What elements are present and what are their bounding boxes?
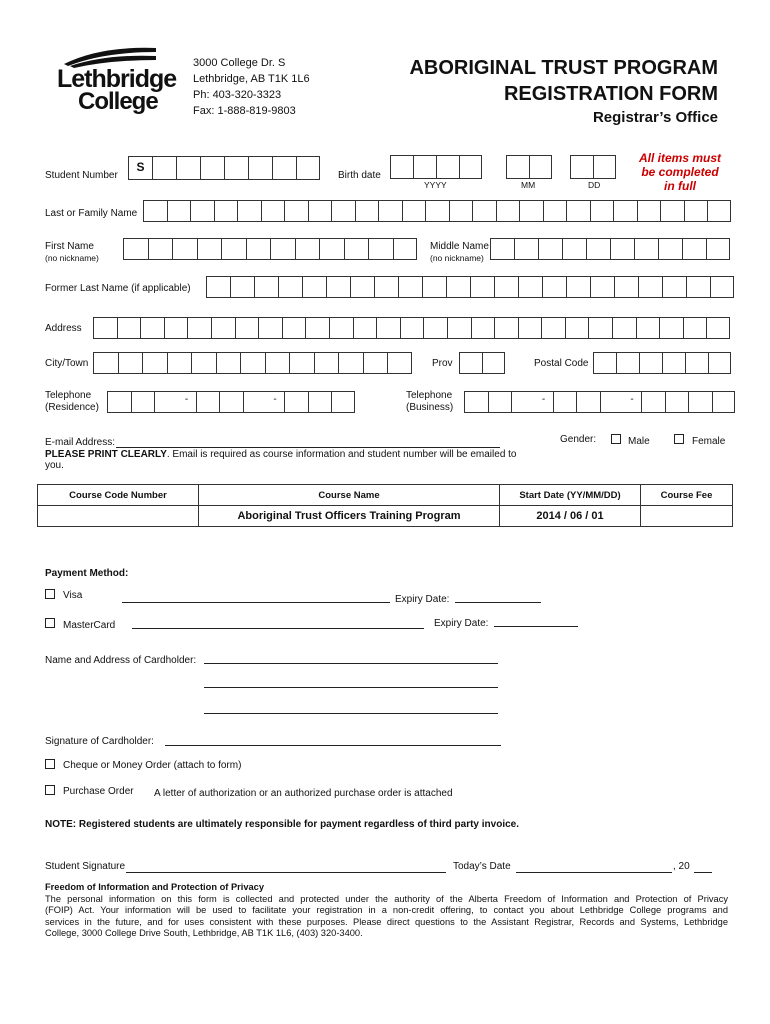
letter-box[interactable] <box>393 238 418 260</box>
student-signature-label: Student Signature <box>45 861 126 872</box>
first-name-boxes[interactable] <box>123 238 417 260</box>
letter-box[interactable] <box>634 238 658 260</box>
letter-box[interactable] <box>164 317 188 339</box>
male-checkbox[interactable] <box>611 434 621 444</box>
letter-box[interactable] <box>553 391 577 413</box>
letter-box[interactable] <box>363 352 388 374</box>
cardholder-signature-line[interactable] <box>165 735 501 746</box>
postal-code-boxes[interactable] <box>593 352 731 374</box>
letter-box[interactable] <box>613 200 637 222</box>
digit-box[interactable] <box>224 156 248 180</box>
letter-box[interactable] <box>117 317 141 339</box>
privacy-line: (FOIP) Act. Your information will be used to facilitate your registration in a non-credit offering, to contact you about Lethbridge College programs and <box>45 905 728 915</box>
female-label: Female <box>692 436 726 447</box>
letter-box[interactable] <box>270 238 295 260</box>
email-line[interactable] <box>116 437 500 448</box>
title-line2: REGISTRATION FORM <box>503 83 718 105</box>
letter-box[interactable] <box>706 317 730 339</box>
letter-box[interactable] <box>308 391 332 413</box>
cheque-label: Cheque or Money Order (attach to form) <box>63 760 242 771</box>
letter-box[interactable] <box>593 352 616 374</box>
letter-box[interactable] <box>219 391 243 413</box>
letter-box[interactable] <box>614 276 638 298</box>
letter-box[interactable] <box>265 352 290 374</box>
letter-box[interactable] <box>488 391 512 413</box>
col-course-code: Course Code Number <box>38 485 199 506</box>
letter-box[interactable] <box>331 391 355 413</box>
letter-box[interactable] <box>284 200 308 222</box>
birth-date-label: Birth date <box>338 170 381 181</box>
address-label: Address <box>45 323 82 334</box>
digit-box[interactable] <box>593 155 616 179</box>
letter-box[interactable] <box>706 238 730 260</box>
letter-box[interactable] <box>123 238 148 260</box>
letter-box[interactable] <box>93 352 118 374</box>
letter-box[interactable] <box>93 317 117 339</box>
cardholder-line[interactable] <box>204 677 498 688</box>
purchase-order-label: Purchase Order <box>63 786 134 797</box>
letter-box[interactable] <box>600 391 624 413</box>
purchase-order-checkbox[interactable] <box>45 785 55 795</box>
letter-box[interactable] <box>344 238 369 260</box>
letter-box[interactable] <box>636 317 660 339</box>
logo-line1: Lethbridge <box>57 65 177 93</box>
cardholder-signature-label: Signature of Cardholder: <box>45 736 154 747</box>
letter-box[interactable] <box>140 317 164 339</box>
letter-box[interactable] <box>154 391 178 413</box>
letter-box[interactable] <box>665 391 689 413</box>
visa-label: Visa <box>63 590 83 601</box>
letter-box[interactable] <box>494 276 518 298</box>
letter-box[interactable] <box>707 200 731 222</box>
letter-box[interactable] <box>282 317 306 339</box>
letter-box[interactable] <box>355 200 379 222</box>
letter-box[interactable] <box>470 276 494 298</box>
start-date-cell: 2014 / 06 / 01 <box>500 506 641 527</box>
letter-box[interactable] <box>612 317 636 339</box>
privacy-notice <box>45 882 728 940</box>
digit-box[interactable] <box>152 156 176 180</box>
col-course-name: Course Name <box>199 485 500 506</box>
letter-box[interactable] <box>258 317 282 339</box>
visa-expiry-line[interactable] <box>455 592 541 603</box>
letter-box[interactable] <box>641 391 665 413</box>
visa-number-line[interactable] <box>122 592 390 603</box>
print-clearly: PLEASE PRINT CLEARLY <box>45 449 167 460</box>
letter-box[interactable] <box>206 276 230 298</box>
letter-box[interactable] <box>541 317 565 339</box>
letter-box[interactable] <box>243 391 267 413</box>
mastercard-number-line[interactable] <box>132 618 424 629</box>
student-number-label: Student Number <box>45 170 118 181</box>
letter-box[interactable] <box>685 352 708 374</box>
gender-label: Gender: <box>560 434 597 445</box>
email-note-text: . Email is required as course information and student number will be emailed to <box>166 449 517 460</box>
col-course-fee: Course Fee <box>641 485 733 506</box>
letter-box[interactable] <box>459 352 482 374</box>
letter-box[interactable] <box>191 352 216 374</box>
privacy-line: College, 3000 College Drive South, Lethbridge, AB T1K 1L6, (403) 320-3400. <box>45 928 363 938</box>
letter-box[interactable] <box>172 238 197 260</box>
letter-box[interactable] <box>576 391 600 413</box>
letter-box[interactable] <box>562 238 586 260</box>
letter-box[interactable] <box>494 317 518 339</box>
mastercard-checkbox[interactable] <box>45 618 55 628</box>
cheque-checkbox[interactable] <box>45 759 55 769</box>
privacy-line: services in the future, and for uses consistent with these purposes. Please direct questions to the Assistant Registrar, Records and Systems, Lethbridge <box>45 916 728 927</box>
phone-dash: - <box>623 391 641 413</box>
letter-box[interactable] <box>374 276 398 298</box>
letter-box[interactable] <box>688 391 712 413</box>
digit-box[interactable] <box>459 155 482 179</box>
visa-checkbox[interactable] <box>45 589 55 599</box>
responsibility-note: NOTE: Registered students are ultimately responsible for payment regardless of third party invoice. <box>45 819 520 830</box>
tel-res-boxes[interactable] <box>107 391 355 413</box>
college-address <box>193 55 310 119</box>
digit-box[interactable] <box>413 155 436 179</box>
prov-label: Prov <box>432 358 453 369</box>
letter-box[interactable] <box>378 200 402 222</box>
student-signature-line[interactable] <box>126 862 446 873</box>
mastercard-expiry-line[interactable] <box>494 616 578 627</box>
digit-box[interactable] <box>529 155 552 179</box>
student-prefix-box: S <box>128 156 152 180</box>
letter-box[interactable] <box>107 391 131 413</box>
letter-box[interactable] <box>610 238 634 260</box>
digit-box[interactable] <box>390 155 413 179</box>
table-header-row <box>38 485 733 506</box>
letter-box[interactable] <box>331 200 355 222</box>
letter-box[interactable] <box>289 352 314 374</box>
letter-box[interactable] <box>658 238 682 260</box>
letter-box[interactable] <box>588 317 612 339</box>
letter-box[interactable] <box>326 276 350 298</box>
letter-box[interactable] <box>446 276 470 298</box>
letter-box[interactable] <box>490 238 514 260</box>
letter-box[interactable] <box>235 317 259 339</box>
letter-box[interactable] <box>305 317 329 339</box>
letter-box[interactable] <box>142 352 167 374</box>
letter-box[interactable] <box>422 276 446 298</box>
letter-box[interactable] <box>538 238 562 260</box>
letter-box[interactable] <box>566 200 590 222</box>
letter-box[interactable] <box>662 276 686 298</box>
middle-name-boxes[interactable] <box>490 238 730 260</box>
letter-box[interactable] <box>590 200 614 222</box>
course-code-cell[interactable] <box>38 506 199 527</box>
purchase-order-note: A letter of authorization or an authorized purchase order is attached <box>154 788 453 799</box>
digit-box[interactable] <box>200 156 224 180</box>
letter-box[interactable] <box>639 352 662 374</box>
dd-label: DD <box>588 180 601 190</box>
postal-code-label: Postal Code <box>534 358 589 369</box>
tel-bus-boxes[interactable] <box>464 391 735 413</box>
letter-box[interactable] <box>662 352 685 374</box>
table-row <box>38 506 733 527</box>
cardholder-line[interactable] <box>204 703 498 714</box>
letter-box[interactable] <box>302 276 326 298</box>
letter-box[interactable] <box>216 352 241 374</box>
letter-box[interactable] <box>398 276 422 298</box>
letter-box[interactable] <box>449 200 473 222</box>
notice-line: in full <box>664 179 696 193</box>
letter-box[interactable] <box>586 238 610 260</box>
fax-line: Fax: 1-888-819-9803 <box>193 105 296 117</box>
letter-box[interactable] <box>402 200 426 222</box>
last-name-boxes[interactable] <box>143 200 731 222</box>
middle-name-note: (no nickname) <box>430 253 484 263</box>
letter-box[interactable] <box>542 276 566 298</box>
letter-box[interactable] <box>167 352 192 374</box>
yyyy-label: YYYY <box>424 180 447 190</box>
letter-box[interactable] <box>319 238 344 260</box>
year-prefix: , 20 <box>673 861 690 872</box>
course-table <box>37 484 733 527</box>
city-boxes[interactable] <box>93 352 412 374</box>
letter-box[interactable] <box>196 391 220 413</box>
letter-box[interactable] <box>197 238 222 260</box>
letter-box[interactable] <box>518 276 542 298</box>
phone-line: Ph: 403-320-3323 <box>193 89 282 101</box>
letter-box[interactable] <box>447 317 471 339</box>
course-fee-cell[interactable] <box>641 506 733 527</box>
digit-box[interactable] <box>296 156 320 180</box>
digit-box[interactable] <box>506 155 529 179</box>
letter-box[interactable] <box>187 317 211 339</box>
letter-box[interactable] <box>682 238 706 260</box>
prov-boxes[interactable] <box>459 352 505 374</box>
letter-box[interactable] <box>190 200 214 222</box>
tel-res-sublabel: (Residence) <box>45 402 99 413</box>
letter-box[interactable] <box>278 276 302 298</box>
letter-box[interactable] <box>230 276 254 298</box>
letter-box[interactable] <box>710 276 734 298</box>
tel-res-label: Telephone <box>45 390 92 401</box>
letter-box[interactable] <box>368 238 393 260</box>
letter-box[interactable] <box>590 276 614 298</box>
digit-box[interactable] <box>436 155 459 179</box>
year-line[interactable] <box>694 862 712 873</box>
first-name-note: (no nickname) <box>45 253 99 263</box>
mm-label: MM <box>521 180 536 190</box>
phone-dash: - <box>535 391 553 413</box>
cardholder-label: Name and Address of Cardholder: <box>45 655 197 666</box>
address-line: Lethbridge, AB T1K 1L6 <box>193 73 310 85</box>
letter-box[interactable] <box>221 238 246 260</box>
mastercard-label: MasterCard <box>63 620 116 631</box>
notice-line: All items must <box>638 151 722 165</box>
letter-box[interactable] <box>295 238 320 260</box>
birth-month-boxes[interactable] <box>506 155 552 179</box>
female-checkbox[interactable] <box>674 434 684 444</box>
letter-box[interactable] <box>637 200 661 222</box>
col-start-date: Start Date (YY/MM/DD) <box>500 485 641 506</box>
completion-notice <box>630 151 730 193</box>
male-label: Male <box>628 436 650 447</box>
letter-box[interactable] <box>240 352 265 374</box>
address-line: 3000 College Dr. S <box>193 57 286 69</box>
tel-bus-label: Telephone <box>406 390 453 401</box>
first-name-label: First Name <box>45 241 94 252</box>
email-note <box>45 449 517 460</box>
letter-box[interactable] <box>543 200 567 222</box>
letter-box[interactable] <box>660 200 684 222</box>
letter-box[interactable] <box>237 200 261 222</box>
course-name-cell: Aboriginal Trust Officers Training Program <box>199 506 500 527</box>
letter-box[interactable] <box>211 317 235 339</box>
letter-box[interactable] <box>464 391 488 413</box>
student-number-boxes[interactable] <box>128 156 320 180</box>
address-boxes[interactable] <box>93 317 730 339</box>
letter-box[interactable] <box>659 317 683 339</box>
letter-box[interactable] <box>423 317 447 339</box>
city-label: City/Town <box>45 358 89 369</box>
tel-bus-sublabel: (Business) <box>406 402 454 413</box>
letter-box[interactable] <box>425 200 449 222</box>
letter-box[interactable] <box>686 276 710 298</box>
former-last-name-boxes[interactable] <box>206 276 734 298</box>
todays-date-label: Today’s Date <box>453 861 511 872</box>
digit-box[interactable] <box>272 156 296 180</box>
letter-box[interactable] <box>387 352 412 374</box>
letter-box[interactable] <box>254 276 278 298</box>
letter-box[interactable] <box>167 200 191 222</box>
digit-box[interactable] <box>248 156 272 180</box>
letter-box[interactable] <box>514 238 538 260</box>
letter-box[interactable] <box>376 317 400 339</box>
letter-box[interactable] <box>482 352 505 374</box>
letter-box[interactable] <box>148 238 173 260</box>
letter-box[interactable] <box>350 276 374 298</box>
last-name-label: Last or Family Name <box>45 208 138 219</box>
payment-title: Payment Method: <box>45 568 129 579</box>
birth-year-boxes[interactable] <box>390 155 482 179</box>
digit-box[interactable] <box>570 155 593 179</box>
middle-name-label: Middle Name <box>430 241 489 252</box>
logo-line2: College <box>78 88 158 115</box>
letter-box[interactable] <box>496 200 520 222</box>
letter-box[interactable] <box>131 391 155 413</box>
letter-box[interactable] <box>284 391 308 413</box>
letter-box[interactable] <box>143 200 167 222</box>
page-title <box>409 55 718 107</box>
title-line1: ABORIGINAL TRUST PROGRAM <box>409 57 718 79</box>
birth-day-boxes[interactable] <box>570 155 616 179</box>
letter-box[interactable] <box>684 200 708 222</box>
letter-box[interactable] <box>712 391 736 413</box>
cardholder-line[interactable] <box>204 653 498 664</box>
notice-line: be completed <box>641 165 719 179</box>
letter-box[interactable] <box>683 317 707 339</box>
former-last-name-label: Former Last Name (if applicable) <box>45 283 191 294</box>
letter-box[interactable] <box>565 317 589 339</box>
email-label: E-mail Address: <box>45 437 116 448</box>
letter-box[interactable] <box>329 317 353 339</box>
office-name: Registrar’s Office <box>592 109 718 126</box>
mastercard-expiry-label: Expiry Date: <box>434 618 489 629</box>
privacy-line: The personal information on this form is collected and protected under the authority of the Alberta Freedom of Information and Protection of Privacy <box>45 893 728 904</box>
letter-box[interactable] <box>511 391 535 413</box>
phone-dash: - <box>266 391 284 413</box>
letter-box[interactable] <box>638 276 662 298</box>
letter-box[interactable] <box>616 352 639 374</box>
phone-dash: - <box>178 391 196 413</box>
letter-box[interactable] <box>261 200 285 222</box>
visa-expiry-label: Expiry Date: <box>395 594 450 605</box>
letter-box[interactable] <box>566 276 590 298</box>
letter-box[interactable] <box>471 317 495 339</box>
letter-box[interactable] <box>308 200 332 222</box>
privacy-title: Freedom of Information and Protection of Privacy <box>45 882 265 892</box>
letter-box[interactable] <box>314 352 339 374</box>
letter-box[interactable] <box>353 317 377 339</box>
email-note-cont: you. <box>45 460 64 471</box>
todays-date-line[interactable] <box>516 862 672 873</box>
letter-box[interactable] <box>518 317 542 339</box>
letter-box[interactable] <box>472 200 496 222</box>
letter-box[interactable] <box>708 352 731 374</box>
letter-box[interactable] <box>338 352 363 374</box>
letter-box[interactable] <box>519 200 543 222</box>
letter-box[interactable] <box>118 352 143 374</box>
digit-box[interactable] <box>176 156 200 180</box>
letter-box[interactable] <box>214 200 238 222</box>
letter-box[interactable] <box>246 238 271 260</box>
letter-box[interactable] <box>400 317 424 339</box>
